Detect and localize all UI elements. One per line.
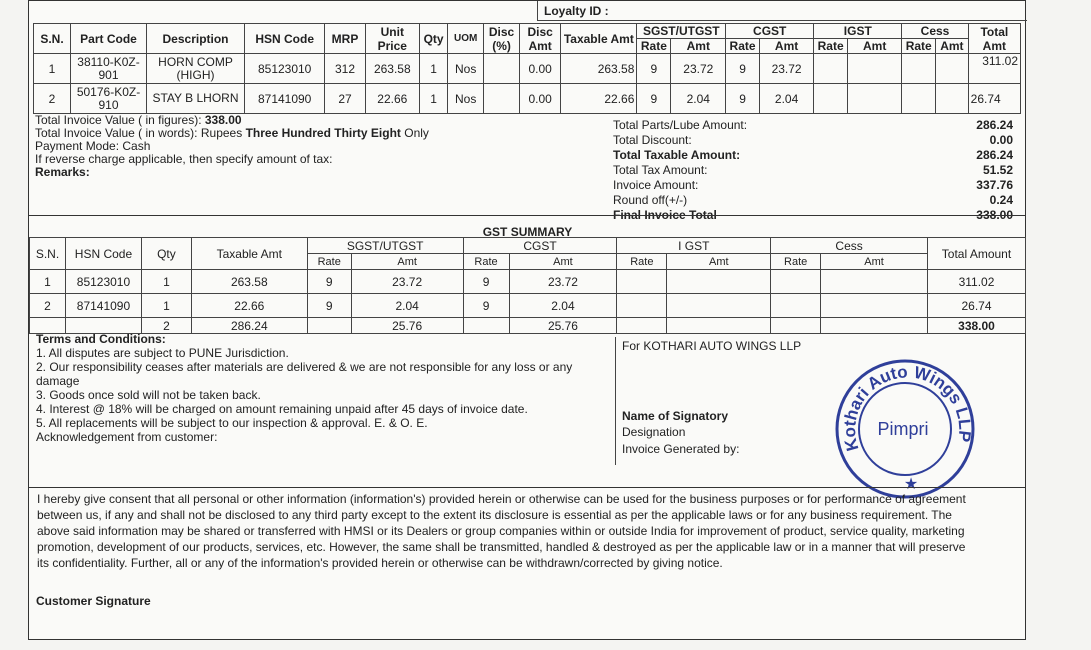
cell-part-code: 38110-K0Z-901 — [70, 54, 146, 84]
cell-part-code: 50176-K0Z-910 — [70, 84, 146, 114]
invoice-generated-by: Invoice Generated by: — [622, 442, 740, 456]
col-igst-rate: Rate — [814, 39, 848, 54]
gst-total-amount: 338.00 — [927, 318, 1025, 334]
gst-total-taxable: 286.24 — [191, 318, 307, 334]
gst-total-qty: 2 — [141, 318, 191, 334]
vertical-divider — [615, 337, 616, 465]
gst-col-cgst: CGST — [463, 238, 617, 254]
total-row: Total Discount: 0.00 — [613, 133, 1013, 147]
total-row: Total Tax Amount: 51.52 — [613, 163, 1013, 177]
col-mrp: MRP — [325, 24, 365, 54]
total-row: Total Parts/Lube Amount: 286.24 — [613, 118, 1013, 132]
cell-mrp: 312 — [325, 54, 365, 84]
gst-cell-qty: 1 — [141, 294, 191, 318]
invoice-page — [28, 0, 1026, 640]
total-row: Invoice Amount: 337.76 — [613, 178, 1013, 192]
cell-taxable: 263.58 — [561, 54, 637, 84]
gst-cell-igst-rate — [617, 294, 667, 318]
stamp-star-icon: ★ — [903, 476, 919, 493]
gst-cell-cgst-rate: 9 — [463, 294, 509, 318]
cell-hsn: 87141090 — [244, 84, 324, 114]
designation-label: Designation — [622, 425, 686, 439]
consent-line: its confidentiality. Further, all or any of the information's provided herein or otherwise can be withdrawn/corrected by giving notice. — [37, 556, 723, 570]
gst-col-taxable: Taxable Amt — [191, 238, 307, 270]
col-cgst-rate: Rate — [726, 39, 760, 54]
gst-cell-sgst-amt: 23.72 — [351, 270, 463, 294]
gst-col-cgst-amt: Amt — [509, 254, 617, 270]
gst-summary-table — [29, 237, 1026, 334]
cell-taxable: 22.66 — [561, 84, 637, 114]
cell-sn: 2 — [34, 84, 71, 114]
col-sgst-amt: Amt — [671, 39, 726, 54]
col-cgst: CGST — [726, 24, 814, 39]
cell-sn: 1 — [34, 54, 71, 84]
gst-cell-hsn: 85123010 — [65, 270, 141, 294]
table-row — [30, 294, 1026, 318]
cell-cgst-amt: 2.04 — [759, 84, 813, 114]
col-total: Total Amt — [968, 24, 1020, 54]
col-uom: UOM — [448, 24, 484, 54]
gst-cell-sgst-amt: 2.04 — [351, 294, 463, 318]
cell-disc-pct — [484, 84, 520, 114]
gst-col-qty: Qty — [141, 238, 191, 270]
cell-sgst-rate: 9 — [637, 54, 671, 84]
gst-cell-qty: 1 — [141, 270, 191, 294]
consent-line: above said information may be shared or transferred with HMSI or its Dealers or group companies within or outside India for improvement of product, service quality, marketing — [37, 524, 965, 538]
gst-summary-title: GST SUMMARY — [482, 225, 573, 239]
gst-col-total: Total Amount — [927, 238, 1025, 270]
cell-sgst-amt: 2.04 — [671, 84, 726, 114]
cell-igst-rate — [814, 84, 848, 114]
cell-igst-rate — [814, 54, 848, 84]
gst-total-sgst-amt: 25.76 — [351, 318, 463, 334]
consent-divider — [29, 487, 1026, 488]
col-unit-price: Unit Price — [365, 24, 419, 54]
invoice-value-figures: Total Invoice Value ( in figures): 338.00 — [35, 113, 242, 127]
cell-cess-rate — [902, 84, 936, 114]
total-row: Round off(+/-) 0.24 — [613, 193, 1013, 207]
gst-cell-cess-rate — [771, 294, 821, 318]
cell-cgst-rate: 9 — [726, 54, 760, 84]
gst-col-cgst-rate: Rate — [463, 254, 509, 270]
gst-cell-sgst-rate: 9 — [307, 270, 351, 294]
cell-unit-price: 22.66 — [365, 84, 419, 114]
cell-cgst-rate: 9 — [726, 84, 760, 114]
gst-cell-igst-amt — [667, 270, 771, 294]
gst-cell-cgst-amt: 23.72 — [509, 270, 617, 294]
gst-cell-cgst-rate: 9 — [463, 270, 509, 294]
gst-col-cess-rate: Rate — [771, 254, 821, 270]
terms-title: Terms and Conditions: — [36, 332, 166, 346]
gst-total-cgst-amt: 25.76 — [509, 318, 617, 334]
gst-cell-cess-amt — [821, 270, 928, 294]
col-hsn: HSN Code — [244, 24, 324, 54]
col-cess-amt: Amt — [936, 39, 969, 54]
totals-block — [613, 118, 1013, 223]
consent-block — [37, 491, 1022, 571]
acknowledgement-label: Acknowledgement from customer: — [36, 430, 218, 444]
terms-item: 1. All disputes are subject to PUNE Jurisdiction. — [36, 346, 289, 360]
cell-disc-pct — [484, 54, 520, 84]
cell-total: 26.74 — [968, 84, 1020, 114]
cell-cess-amt — [936, 84, 969, 114]
cell-description: STAY B LHORN — [147, 84, 245, 114]
cell-qty: 1 — [419, 84, 447, 114]
cell-cgst-amt: 23.72 — [759, 54, 813, 84]
items-table — [33, 23, 1021, 114]
cell-unit-price: 263.58 — [365, 54, 419, 84]
gst-col-sn: S.N. — [30, 238, 66, 270]
gst-cell-sn: 1 — [30, 270, 66, 294]
cell-cess-amt — [936, 54, 969, 84]
gst-col-igst-rate: Rate — [617, 254, 667, 270]
loyalty-id-label: Loyalty ID : — [537, 1, 1027, 21]
col-cess: Cess — [902, 24, 968, 39]
gst-cell-cess-amt — [821, 294, 928, 318]
customer-signature-label: Customer Signature — [36, 594, 151, 608]
gst-cell-igst-rate — [617, 270, 667, 294]
terms-item: 2. Our responsibility ceases after materials are delivered & we are not responsible for any loss or any — [36, 360, 573, 374]
cell-qty: 1 — [419, 54, 447, 84]
table-row — [30, 270, 1026, 294]
terms-item: 5. All replacements will be subject to our inspection & approval. E. & O. E. — [36, 416, 428, 430]
total-row: Final Invoice Total 338.00 — [613, 208, 1013, 222]
gst-cell-sgst-rate: 9 — [307, 294, 351, 318]
invoice-value-words: Total Invoice Value ( in words): Rupees Three Hundred Thirty Eight Only — [35, 126, 429, 140]
company-stamp — [829, 353, 981, 501]
col-cgst-amt: Amt — [759, 39, 813, 54]
cell-disc-amt: 0.00 — [519, 54, 560, 84]
cell-hsn: 85123010 — [244, 54, 324, 84]
payment-mode: Payment Mode: Cash — [35, 139, 151, 153]
col-part-code: Part Code — [70, 24, 146, 54]
gst-col-sgst: SGST/UTGST — [307, 238, 463, 254]
col-igst-amt: Amt — [847, 39, 901, 54]
gst-col-igst: I GST — [617, 238, 771, 254]
gst-cell-igst-amt — [667, 294, 771, 318]
col-disc-pct: Disc (%) — [484, 24, 520, 54]
cell-description: HORN COMP (HIGH) — [147, 54, 245, 84]
gst-summary-divider — [29, 215, 1026, 216]
invoice-value-block — [35, 114, 429, 179]
remarks-label: Remarks: — [35, 165, 90, 179]
col-description: Description — [147, 24, 245, 54]
col-sn: S.N. — [34, 24, 71, 54]
gst-cell-sn: 2 — [30, 294, 66, 318]
gst-col-sgst-rate: Rate — [307, 254, 351, 270]
stamp-center-text: Pimpri — [877, 419, 929, 439]
cell-disc-amt: 0.00 — [519, 84, 560, 114]
consent-line: promotion, development of our products, services, etc. However, the same shall be transmitted, handled & destroyed as per the applicable law or in a manner that will preserve — [37, 540, 966, 554]
col-sgst-rate: Rate — [637, 39, 671, 54]
col-taxable: Taxable Amt — [561, 24, 637, 54]
gst-cell-hsn: 87141090 — [65, 294, 141, 318]
cell-total: 311.02 — [968, 54, 1020, 84]
col-igst: IGST — [814, 24, 902, 39]
gst-col-sgst-amt: Amt — [351, 254, 463, 270]
gst-col-igst-amt: Amt — [667, 254, 771, 270]
gst-col-hsn: HSN Code — [65, 238, 141, 270]
col-cess-rate: Rate — [902, 39, 936, 54]
gst-cell-taxable: 22.66 — [191, 294, 307, 318]
cell-igst-amt — [847, 84, 901, 114]
table-row — [34, 54, 1021, 84]
cell-sgst-rate: 9 — [637, 84, 671, 114]
col-sgst: SGST/UTGST — [637, 24, 726, 39]
gst-col-cess: Cess — [771, 238, 928, 254]
gst-cell-cgst-amt: 2.04 — [509, 294, 617, 318]
cell-mrp: 27 — [325, 84, 365, 114]
cell-cess-rate — [902, 54, 936, 84]
cell-uom: Nos — [448, 84, 484, 114]
total-row: Total Taxable Amount: 286.24 — [613, 148, 1013, 162]
reverse-charge: If reverse charge applicable, then specify amount of tax: — [35, 152, 333, 166]
cell-igst-amt — [847, 54, 901, 84]
stamp-ring-text: Kothari Auto Wings LLP — [840, 362, 975, 454]
terms-block — [36, 332, 616, 444]
gst-col-cess-amt: Amt — [821, 254, 928, 270]
gst-cell-total: 26.74 — [927, 294, 1025, 318]
terms-item: damage — [36, 374, 80, 388]
cell-uom: Nos — [448, 54, 484, 84]
gst-cell-total: 311.02 — [927, 270, 1025, 294]
consent-line: between us, if any and shall not be disclosed to any third party except to the extent its disclosure is essential as per the applicable laws or for any business requirement. The — [37, 508, 952, 522]
terms-item: 4. Interest @ 18% will be charged on amount remaining unpaid after 45 days of invoice date. — [36, 402, 528, 416]
col-qty: Qty — [419, 24, 447, 54]
gst-cell-taxable: 263.58 — [191, 270, 307, 294]
company-signatory: For KOTHARI AUTO WINGS LLP — [622, 339, 802, 353]
col-disc-amt: Disc Amt — [519, 24, 560, 54]
consent-line: I hereby give consent that all personal or other information (information's) provided herein or otherwise can be used for the business purposes or for performance of agreement — [37, 492, 966, 506]
signatory-name-label: Name of Signatory — [622, 409, 729, 423]
table-row — [34, 84, 1021, 114]
terms-item: 3. Goods once sold will not be taken back. — [36, 388, 261, 402]
cell-sgst-amt: 23.72 — [671, 54, 726, 84]
gst-cell-cess-rate — [771, 270, 821, 294]
